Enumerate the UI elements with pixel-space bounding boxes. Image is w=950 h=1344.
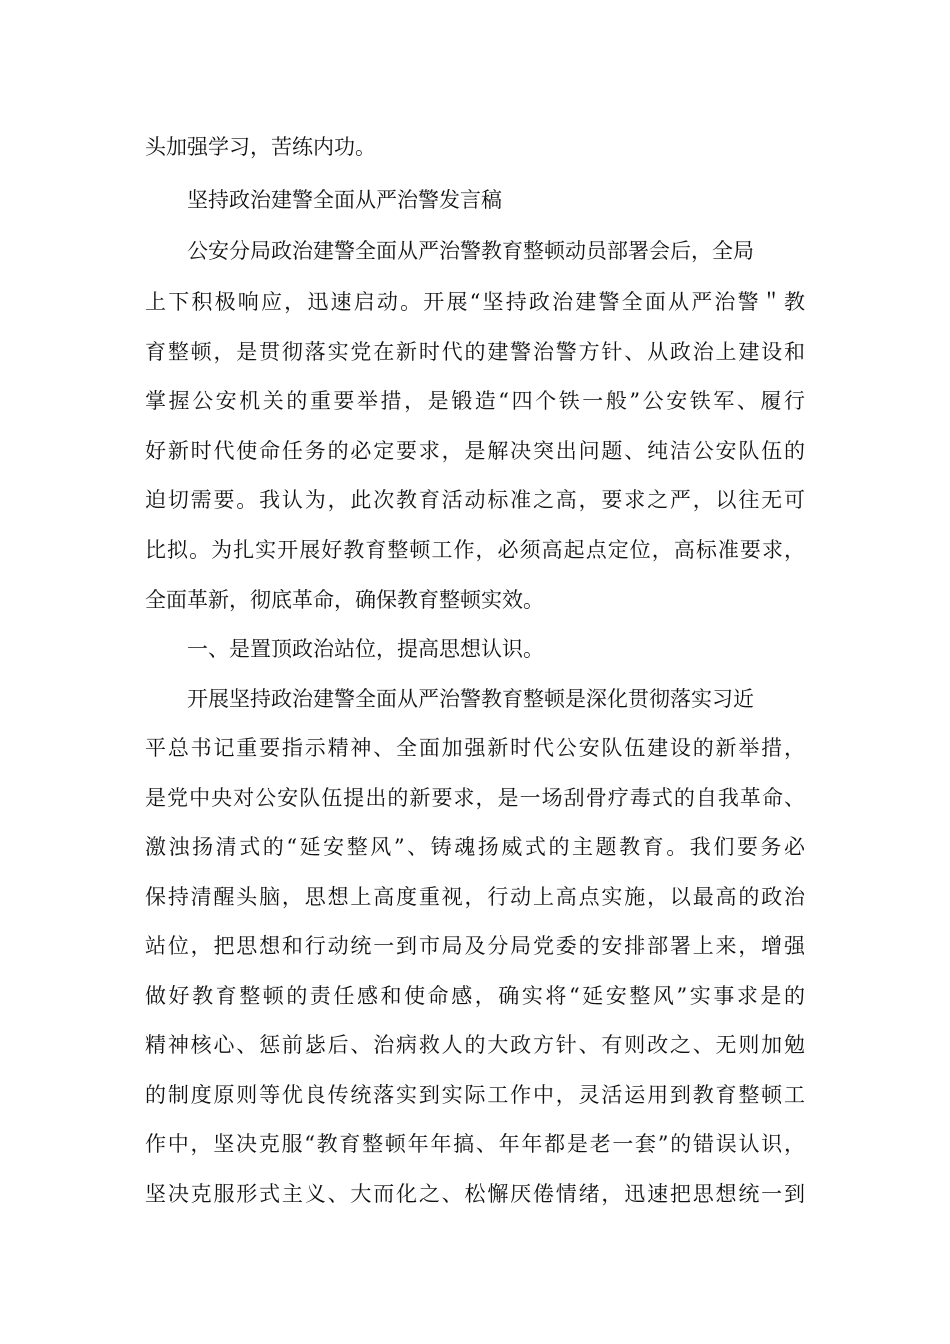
paragraph-line: 保持清醒头脑，思想上高度重视，行动上高点实施，以最高的政治 <box>145 885 805 909</box>
paragraph-line: 精神核心、惩前毖后、治病救人的大政方针、有则改之、无则加勉 <box>145 1033 805 1057</box>
paragraph-line: 头加强学习，苦练内功。 <box>145 135 376 159</box>
paragraph-line: 平总书记重要指示精神、全面加强新时代公安队伍建设的新举措， <box>145 736 805 760</box>
paragraph-line: 作中，坚决克服“教育整顿年年搞、年年都是老一套”的错误认识， <box>145 1132 805 1156</box>
paragraph-line: 是党中央对公安队伍提出的新要求，是一场刮骨疗毒式的自我革命、 <box>145 786 805 810</box>
paragraph-line: 迫切需要。我认为，此次教育活动标准之高，要求之严，以往无可 <box>145 488 805 512</box>
paragraph-line: 全面革新，彻底革命，确保教育整顿实效。 <box>145 588 544 612</box>
paragraph-line: 比拟。为扎实开展好教育整顿工作，必须高起点定位，高标准要求， <box>145 538 805 562</box>
paragraph-line: 激浊扬清式的“延安整风”、铸魂扬威式的主题教育。我们要务必 <box>145 835 805 859</box>
paragraph-line: 做好教育整顿的责任感和使命感，确实将“延安整风”实事求是的 <box>145 984 805 1008</box>
section-heading: 一、是置顶政治站位，提高思想认识。 <box>187 637 544 661</box>
paragraph-line: 开展坚持政治建警全面从严治警教育整顿是深化贯彻落实习近 <box>187 687 754 711</box>
paragraph-line: 站位，把思想和行动统一到市局及分局党委的安排部署上来，增强 <box>145 934 805 958</box>
paragraph-line: 好新时代使命任务的必定要求，是解决突出问题、纯洁公安队伍的 <box>145 439 805 463</box>
paragraph-line: 的制度原则等优良传统落实到实际工作中，灵活运用到教育整顿工 <box>145 1083 805 1107</box>
section-title: 坚持政治建警全面从严治警发言稿 <box>187 188 502 212</box>
paragraph-line: 上下积极响应，迅速启动。开展“坚持政治建警全面从严治警＂教 <box>145 290 805 314</box>
paragraph-line: 掌握公安机关的重要举措，是锻造“四个铁一般”公安铁军、履行 <box>145 389 805 413</box>
paragraph-line: 育整顿，是贯彻落实党在新时代的建警治警方针、从政治上建设和 <box>145 340 805 364</box>
paragraph-line: 坚决克服形式主义、大而化之、松懈厌倦情绪，迅速把思想统一到 <box>145 1182 805 1206</box>
paragraph-line: 公安分局政治建警全面从严治警教育整顿动员部署会后，全局 <box>187 239 754 263</box>
